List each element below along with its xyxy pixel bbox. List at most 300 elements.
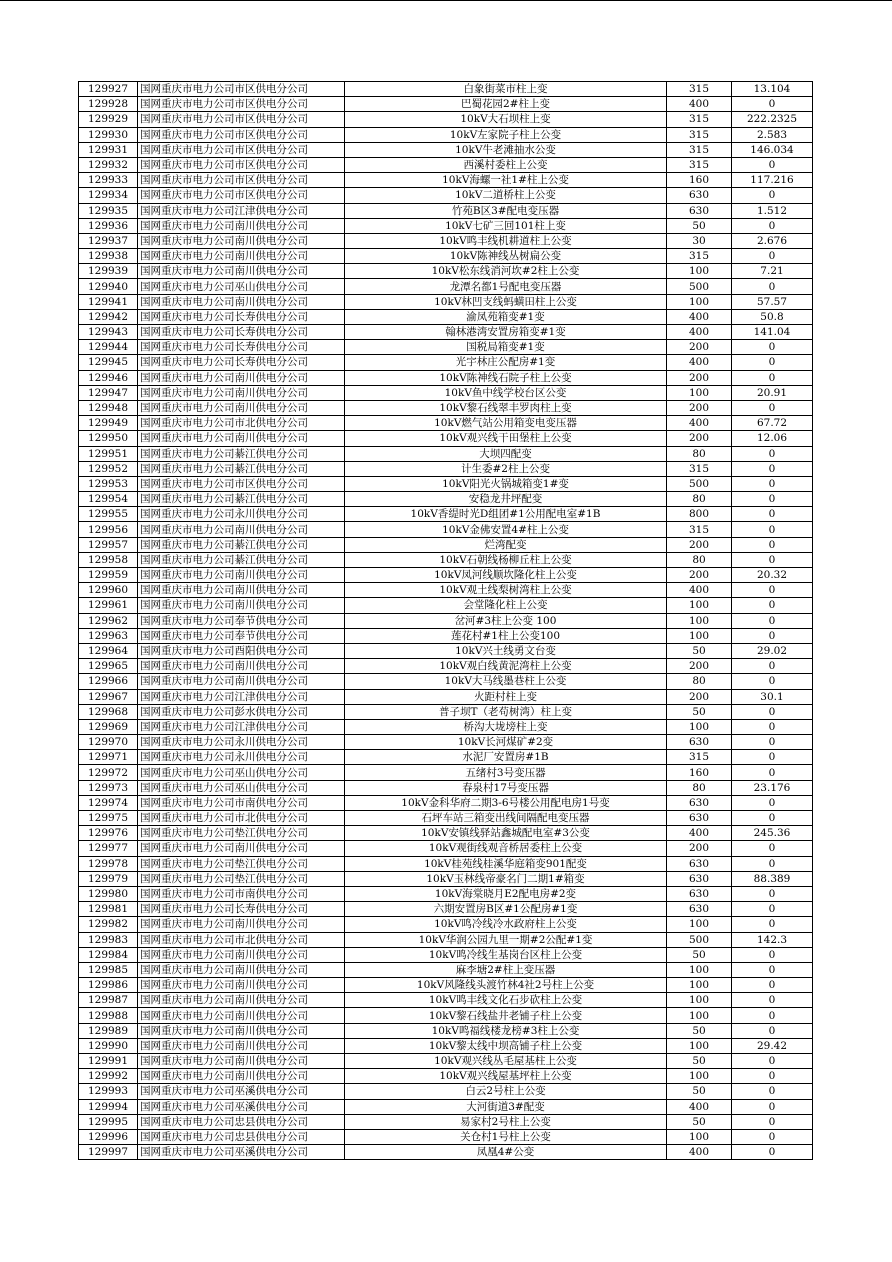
capacity-cell: 50 <box>667 947 732 962</box>
row-id-cell: 129966 <box>79 674 138 689</box>
org-name-cell: 国网重庆市电力公司垫江供电分公司 <box>138 826 345 841</box>
capacity-cell: 100 <box>667 628 732 643</box>
row-id-cell: 129936 <box>79 218 138 233</box>
capacity-cell: 315 <box>667 82 732 97</box>
row-id-cell: 129957 <box>79 537 138 552</box>
row-id-cell: 129972 <box>79 765 138 780</box>
table-row <box>79 1145 813 1160</box>
table-row <box>79 917 813 932</box>
capacity-cell: 100 <box>667 962 732 977</box>
transformer-name-cell: 10kV金科华府二期3-6号楼公用配电房1号变 <box>345 795 667 810</box>
value-cell: 0 <box>732 583 813 598</box>
row-id-cell: 129988 <box>79 1008 138 1023</box>
value-cell: 0 <box>732 507 813 522</box>
row-id-cell: 129935 <box>79 203 138 218</box>
table-row <box>79 340 813 355</box>
value-cell: 141.04 <box>732 325 813 340</box>
value-cell: 0 <box>732 674 813 689</box>
transformer-name-cell: 莲花村#1柱上公变100 <box>345 628 667 643</box>
org-name-cell: 国网重庆市电力公司南川供电分公司 <box>138 1069 345 1084</box>
table-row <box>79 461 813 476</box>
row-id-cell: 129952 <box>79 461 138 476</box>
capacity-cell: 630 <box>667 795 732 810</box>
org-name-cell: 国网重庆市电力公司市北供电分公司 <box>138 416 345 431</box>
transformer-name-cell: 10kV二道桥柱上公变 <box>345 188 667 203</box>
table-row <box>79 719 813 734</box>
org-name-cell: 国网重庆市电力公司綦江供电分公司 <box>138 537 345 552</box>
row-id-cell: 129960 <box>79 583 138 598</box>
transformer-name-cell: 10kV阳光火锅城箱变1#变 <box>345 476 667 491</box>
org-name-cell: 国网重庆市电力公司南川供电分公司 <box>138 978 345 993</box>
value-cell: 0 <box>732 659 813 674</box>
capacity-cell: 315 <box>667 522 732 537</box>
org-name-cell: 国网重庆市电力公司巫溪供电分公司 <box>138 1084 345 1099</box>
capacity-cell: 100 <box>667 993 732 1008</box>
org-name-cell: 国网重庆市电力公司南川供电分公司 <box>138 400 345 415</box>
value-cell: 0 <box>732 856 813 871</box>
transformer-name-cell: 10kV观白线黄泥湾柱上公变 <box>345 659 667 674</box>
table-body <box>79 82 813 1160</box>
org-name-cell: 国网重庆市电力公司长寿供电分公司 <box>138 340 345 355</box>
capacity-cell: 80 <box>667 492 732 507</box>
capacity-cell: 630 <box>667 811 732 826</box>
org-name-cell: 国网重庆市电力公司市区供电分公司 <box>138 157 345 172</box>
table-row <box>79 826 813 841</box>
org-name-cell: 国网重庆市电力公司奉节供电分公司 <box>138 613 345 628</box>
table-row <box>79 97 813 112</box>
row-id-cell: 129974 <box>79 795 138 810</box>
value-cell: 0 <box>732 1084 813 1099</box>
row-id-cell: 129967 <box>79 689 138 704</box>
org-name-cell: 国网重庆市电力公司巫山供电分公司 <box>138 765 345 780</box>
capacity-cell: 100 <box>667 917 732 932</box>
value-cell: 0 <box>732 704 813 719</box>
transformer-name-cell: 五绪村3号变压器 <box>345 765 667 780</box>
row-id-cell: 129937 <box>79 233 138 248</box>
capacity-cell: 100 <box>667 1129 732 1144</box>
capacity-cell: 315 <box>667 127 732 142</box>
table-row <box>79 1114 813 1129</box>
org-name-cell: 国网重庆市电力公司奉节供电分公司 <box>138 628 345 643</box>
row-id-cell: 129961 <box>79 598 138 613</box>
capacity-cell: 630 <box>667 735 732 750</box>
transformer-name-cell: 翰林港湾安置房箱变#1变 <box>345 325 667 340</box>
capacity-cell: 100 <box>667 719 732 734</box>
transformer-name-cell: 10kV海棠晓月E2配电房#2变 <box>345 886 667 901</box>
transformer-name-cell: 大坝四配变 <box>345 446 667 461</box>
value-cell: 0 <box>732 97 813 112</box>
org-name-cell: 国网重庆市电力公司南川供电分公司 <box>138 1008 345 1023</box>
value-cell: 1.512 <box>732 203 813 218</box>
table-row <box>79 142 813 157</box>
capacity-cell: 400 <box>667 826 732 841</box>
transformer-name-cell: 10kV鸣丰线机耕道柱上公变 <box>345 233 667 248</box>
row-id-cell: 129971 <box>79 750 138 765</box>
capacity-cell: 500 <box>667 279 732 294</box>
value-cell: 57.57 <box>732 294 813 309</box>
transformer-name-cell: 岔河#3柱上公变 100 <box>345 613 667 628</box>
transformer-name-cell: 巴蜀花园2#柱上变 <box>345 97 667 112</box>
capacity-cell: 200 <box>667 568 732 583</box>
capacity-cell: 100 <box>667 385 732 400</box>
org-name-cell: 国网重庆市电力公司长寿供电分公司 <box>138 325 345 340</box>
value-cell: 0 <box>732 340 813 355</box>
org-name-cell: 国网重庆市电力公司江津供电分公司 <box>138 719 345 734</box>
capacity-cell: 200 <box>667 659 732 674</box>
row-id-cell: 129959 <box>79 568 138 583</box>
table-row <box>79 507 813 522</box>
org-name-cell: 国网重庆市电力公司南川供电分公司 <box>138 962 345 977</box>
value-cell: 0 <box>732 188 813 203</box>
row-id-cell: 129976 <box>79 826 138 841</box>
capacity-cell: 200 <box>667 370 732 385</box>
org-name-cell: 国网重庆市电力公司市区供电分公司 <box>138 173 345 188</box>
row-id-cell: 129954 <box>79 492 138 507</box>
capacity-cell: 50 <box>667 218 732 233</box>
org-name-cell: 国网重庆市电力公司永川供电分公司 <box>138 735 345 750</box>
row-id-cell: 129963 <box>79 628 138 643</box>
transformer-name-cell: 10kV黎石线翠丰罗肉柱上变 <box>345 400 667 415</box>
transformer-name-cell: 10kV大马线墨巷柱上公变 <box>345 674 667 689</box>
transformer-name-cell: 10kV鸣福线楼龙榜#3柱上公变 <box>345 1023 667 1038</box>
transformer-name-cell: 10kV风隆线头渡竹林4社2号柱上公变 <box>345 978 667 993</box>
row-id-cell: 129928 <box>79 97 138 112</box>
transformer-name-cell: 10kV海螺一社1#柱上公变 <box>345 173 667 188</box>
org-name-cell: 国网重庆市电力公司綦江供电分公司 <box>138 446 345 461</box>
table-row <box>79 902 813 917</box>
row-id-cell: 129953 <box>79 476 138 491</box>
row-id-cell: 129978 <box>79 856 138 871</box>
row-id-cell: 129981 <box>79 902 138 917</box>
transformer-name-cell: 10kV左家院子柱上公变 <box>345 127 667 142</box>
org-name-cell: 国网重庆市电力公司南川供电分公司 <box>138 947 345 962</box>
row-id-cell: 129929 <box>79 112 138 127</box>
table-row <box>79 1099 813 1114</box>
org-name-cell: 国网重庆市电力公司市区供电分公司 <box>138 112 345 127</box>
value-cell: 88.389 <box>732 871 813 886</box>
transformer-table <box>78 81 813 1160</box>
value-cell: 0 <box>732 613 813 628</box>
capacity-cell: 400 <box>667 583 732 598</box>
transformer-name-cell: 春泉村17号变压器 <box>345 780 667 795</box>
org-name-cell: 国网重庆市电力公司巫溪供电分公司 <box>138 1099 345 1114</box>
transformer-name-cell: 10kV燃气站公用箱变电变压器 <box>345 416 667 431</box>
transformer-name-cell: 10kV观兴线干田堡柱上公变 <box>345 431 667 446</box>
transformer-name-cell: 10kV香缇时光D组团#1公用配电室#1B <box>345 507 667 522</box>
capacity-cell: 100 <box>667 1069 732 1084</box>
org-name-cell: 国网重庆市电力公司酉阳供电分公司 <box>138 643 345 658</box>
capacity-cell: 400 <box>667 416 732 431</box>
capacity-cell: 630 <box>667 856 732 871</box>
page-top-border <box>0 0 892 1</box>
value-cell: 0 <box>732 719 813 734</box>
org-name-cell: 国网重庆市电力公司忠县供电分公司 <box>138 1114 345 1129</box>
capacity-cell: 200 <box>667 841 732 856</box>
row-id-cell: 129982 <box>79 917 138 932</box>
table-row <box>79 978 813 993</box>
row-id-cell: 129956 <box>79 522 138 537</box>
table-row <box>79 583 813 598</box>
row-id-cell: 129980 <box>79 886 138 901</box>
org-name-cell: 国网重庆市电力公司市区供电分公司 <box>138 142 345 157</box>
capacity-cell: 400 <box>667 309 732 324</box>
row-id-cell: 129997 <box>79 1145 138 1160</box>
value-cell: 7.21 <box>732 264 813 279</box>
value-cell: 12.06 <box>732 431 813 446</box>
transformer-name-cell: 10kV林凹支线蚂蟥田柱上公变 <box>345 294 667 309</box>
row-id-cell: 129993 <box>79 1084 138 1099</box>
value-cell: 142.3 <box>732 932 813 947</box>
row-id-cell: 129946 <box>79 370 138 385</box>
table-row <box>79 157 813 172</box>
value-cell: 50.8 <box>732 309 813 324</box>
capacity-cell: 315 <box>667 157 732 172</box>
table-row <box>79 522 813 537</box>
value-cell: 2.583 <box>732 127 813 142</box>
table-row <box>79 552 813 567</box>
capacity-cell: 315 <box>667 112 732 127</box>
value-cell: 0 <box>732 1129 813 1144</box>
table-row <box>79 173 813 188</box>
value-cell: 29.42 <box>732 1038 813 1053</box>
row-id-cell: 129940 <box>79 279 138 294</box>
value-cell: 0 <box>732 962 813 977</box>
org-name-cell: 国网重庆市电力公司巫山供电分公司 <box>138 780 345 795</box>
table-row <box>79 264 813 279</box>
row-id-cell: 129933 <box>79 173 138 188</box>
transformer-name-cell: 10kV陈神线石院子柱上公变 <box>345 370 667 385</box>
table-row <box>79 659 813 674</box>
capacity-cell: 200 <box>667 537 732 552</box>
table-row <box>79 765 813 780</box>
row-id-cell: 129932 <box>79 157 138 172</box>
capacity-cell: 100 <box>667 264 732 279</box>
value-cell: 0 <box>732 476 813 491</box>
transformer-name-cell: 10kV玉林线帝豪名门二期1#箱变 <box>345 871 667 886</box>
row-id-cell: 129958 <box>79 552 138 567</box>
row-id-cell: 129962 <box>79 613 138 628</box>
transformer-name-cell: 麻李塘2#柱上变压器 <box>345 962 667 977</box>
value-cell: 222.2325 <box>732 112 813 127</box>
value-cell: 0 <box>732 400 813 415</box>
org-name-cell: 国网重庆市电力公司巫溪供电分公司 <box>138 1145 345 1160</box>
value-cell: 117.216 <box>732 173 813 188</box>
org-name-cell: 国网重庆市电力公司南川供电分公司 <box>138 598 345 613</box>
table-row <box>79 355 813 370</box>
table-row <box>79 871 813 886</box>
value-cell: 0 <box>732 947 813 962</box>
table-row <box>79 932 813 947</box>
table-row <box>79 643 813 658</box>
capacity-cell: 315 <box>667 461 732 476</box>
table-row <box>79 704 813 719</box>
org-name-cell: 国网重庆市电力公司南川供电分公司 <box>138 218 345 233</box>
org-name-cell: 国网重庆市电力公司綦江供电分公司 <box>138 552 345 567</box>
org-name-cell: 国网重庆市电力公司市区供电分公司 <box>138 97 345 112</box>
org-name-cell: 国网重庆市电力公司彭水供电分公司 <box>138 704 345 719</box>
transformer-name-cell: 10kV石朝线杨柳丘柱上公变 <box>345 552 667 567</box>
table-row <box>79 1008 813 1023</box>
transformer-name-cell: 石坪车站三箱变出线间隔配电变压器 <box>345 811 667 826</box>
table-row <box>79 1023 813 1038</box>
value-cell: 0 <box>732 765 813 780</box>
value-cell: 0 <box>732 461 813 476</box>
table-row <box>79 886 813 901</box>
org-name-cell: 国网重庆市电力公司南川供电分公司 <box>138 294 345 309</box>
transformer-name-cell: 关仓村1号柱上公变 <box>345 1129 667 1144</box>
capacity-cell: 630 <box>667 902 732 917</box>
table-row <box>79 127 813 142</box>
transformer-name-cell: 大河街道3#配变 <box>345 1099 667 1114</box>
row-id-cell: 129968 <box>79 704 138 719</box>
capacity-cell: 400 <box>667 1145 732 1160</box>
transformer-name-cell: 10kV观兴线屋基坪柱上公变 <box>345 1069 667 1084</box>
org-name-cell: 国网重庆市电力公司长寿供电分公司 <box>138 355 345 370</box>
row-id-cell: 129984 <box>79 947 138 962</box>
transformer-name-cell: 10kV观街线观音桥居委柱上公变 <box>345 841 667 856</box>
capacity-cell: 80 <box>667 780 732 795</box>
capacity-cell: 100 <box>667 1038 732 1053</box>
value-cell: 0 <box>732 750 813 765</box>
value-cell: 29.02 <box>732 643 813 658</box>
org-name-cell: 国网重庆市电力公司市北供电分公司 <box>138 932 345 947</box>
table-row <box>79 416 813 431</box>
table-row <box>79 993 813 1008</box>
value-cell: 67.72 <box>732 416 813 431</box>
capacity-cell: 800 <box>667 507 732 522</box>
value-cell: 0 <box>732 249 813 264</box>
transformer-name-cell: 10kV桂苑线桂溪华庭箱变901配变 <box>345 856 667 871</box>
transformer-name-cell: 六期安置房B区#1公配房#1变 <box>345 902 667 917</box>
value-cell: 0 <box>732 811 813 826</box>
value-cell: 0 <box>732 795 813 810</box>
org-name-cell: 国网重庆市电力公司市北供电分公司 <box>138 811 345 826</box>
table-row <box>79 325 813 340</box>
org-name-cell: 国网重庆市电力公司南川供电分公司 <box>138 1054 345 1069</box>
table-row <box>79 279 813 294</box>
org-name-cell: 国网重庆市电力公司南川供电分公司 <box>138 583 345 598</box>
row-id-cell: 129969 <box>79 719 138 734</box>
transformer-name-cell: 国税局箱变#1变 <box>345 340 667 355</box>
transformer-name-cell: 光宇林庄公配房#1变 <box>345 355 667 370</box>
row-id-cell: 129951 <box>79 446 138 461</box>
row-id-cell: 129931 <box>79 142 138 157</box>
org-name-cell: 国网重庆市电力公司市南供电分公司 <box>138 795 345 810</box>
transformer-name-cell: 10kV大石坝柱上变 <box>345 112 667 127</box>
transformer-name-cell: 10kV陈神线丛树扁公变 <box>345 249 667 264</box>
capacity-cell: 200 <box>667 431 732 446</box>
org-name-cell: 国网重庆市电力公司南川供电分公司 <box>138 249 345 264</box>
value-cell: 0 <box>732 370 813 385</box>
capacity-cell: 100 <box>667 294 732 309</box>
transformer-name-cell: 桥沟大垅塝柱上变 <box>345 719 667 734</box>
row-id-cell: 129996 <box>79 1129 138 1144</box>
value-cell: 146.034 <box>732 142 813 157</box>
transformer-name-cell: 10kV凤河线顺坎隆化柱上公变 <box>345 568 667 583</box>
value-cell: 0 <box>732 1145 813 1160</box>
transformer-name-cell: 10kV七矿三回101柱上变 <box>345 218 667 233</box>
org-name-cell: 国网重庆市电力公司江津供电分公司 <box>138 203 345 218</box>
transformer-name-cell: 10kV华润公园九里一期#2公配#1变 <box>345 932 667 947</box>
org-name-cell: 国网重庆市电力公司长寿供电分公司 <box>138 309 345 324</box>
table-row <box>79 613 813 628</box>
table-row <box>79 674 813 689</box>
value-cell: 20.32 <box>732 568 813 583</box>
row-id-cell: 129973 <box>79 780 138 795</box>
capacity-cell: 160 <box>667 765 732 780</box>
row-id-cell: 129990 <box>79 1038 138 1053</box>
value-cell: 20.91 <box>732 385 813 400</box>
table-row <box>79 780 813 795</box>
table-row <box>79 1069 813 1084</box>
row-id-cell: 129939 <box>79 264 138 279</box>
capacity-cell: 80 <box>667 674 732 689</box>
value-cell: 0 <box>732 157 813 172</box>
value-cell: 0 <box>732 522 813 537</box>
row-id-cell: 129950 <box>79 431 138 446</box>
table-row <box>79 203 813 218</box>
value-cell: 0 <box>732 1023 813 1038</box>
org-name-cell: 国网重庆市电力公司南川供电分公司 <box>138 431 345 446</box>
row-id-cell: 129992 <box>79 1069 138 1084</box>
table-row <box>79 233 813 248</box>
transformer-name-cell: 10kV安镇线驿站鑫城配电室#3公变 <box>345 826 667 841</box>
capacity-cell: 400 <box>667 97 732 112</box>
table-row <box>79 1038 813 1053</box>
capacity-cell: 80 <box>667 552 732 567</box>
row-id-cell: 129938 <box>79 249 138 264</box>
row-id-cell: 129944 <box>79 340 138 355</box>
capacity-cell: 50 <box>667 1054 732 1069</box>
value-cell: 0 <box>732 1114 813 1129</box>
value-cell: 0 <box>732 537 813 552</box>
table-row <box>79 598 813 613</box>
org-name-cell: 国网重庆市电力公司垫江供电分公司 <box>138 856 345 871</box>
value-cell: 0 <box>732 446 813 461</box>
table-row <box>79 476 813 491</box>
row-id-cell: 129942 <box>79 309 138 324</box>
capacity-cell: 50 <box>667 1084 732 1099</box>
value-cell: 2.676 <box>732 233 813 248</box>
capacity-cell: 50 <box>667 643 732 658</box>
value-cell: 0 <box>732 552 813 567</box>
org-name-cell: 国网重庆市电力公司南川供电分公司 <box>138 1023 345 1038</box>
table-row <box>79 188 813 203</box>
org-name-cell: 国网重庆市电力公司南川供电分公司 <box>138 841 345 856</box>
row-id-cell: 129934 <box>79 188 138 203</box>
table-row <box>79 537 813 552</box>
table-row <box>79 811 813 826</box>
transformer-name-cell: 10kV鸣丰线文化石步砍柱上公变 <box>345 993 667 1008</box>
table-row <box>79 431 813 446</box>
transformer-name-cell: 水泥厂安置房#1B <box>345 750 667 765</box>
value-cell: 0 <box>732 1008 813 1023</box>
value-cell: 0 <box>732 598 813 613</box>
transformer-name-cell: 10kV鸣冷线冷水政府柱上公变 <box>345 917 667 932</box>
row-id-cell: 129986 <box>79 978 138 993</box>
value-cell: 0 <box>732 1069 813 1084</box>
row-id-cell: 129965 <box>79 659 138 674</box>
table-row <box>79 309 813 324</box>
table-row <box>79 370 813 385</box>
row-id-cell: 129985 <box>79 962 138 977</box>
capacity-cell: 100 <box>667 1008 732 1023</box>
capacity-cell: 100 <box>667 598 732 613</box>
capacity-cell: 200 <box>667 340 732 355</box>
transformer-name-cell: 计生委#2柱上公变 <box>345 461 667 476</box>
table-row <box>79 750 813 765</box>
value-cell: 0 <box>732 917 813 932</box>
